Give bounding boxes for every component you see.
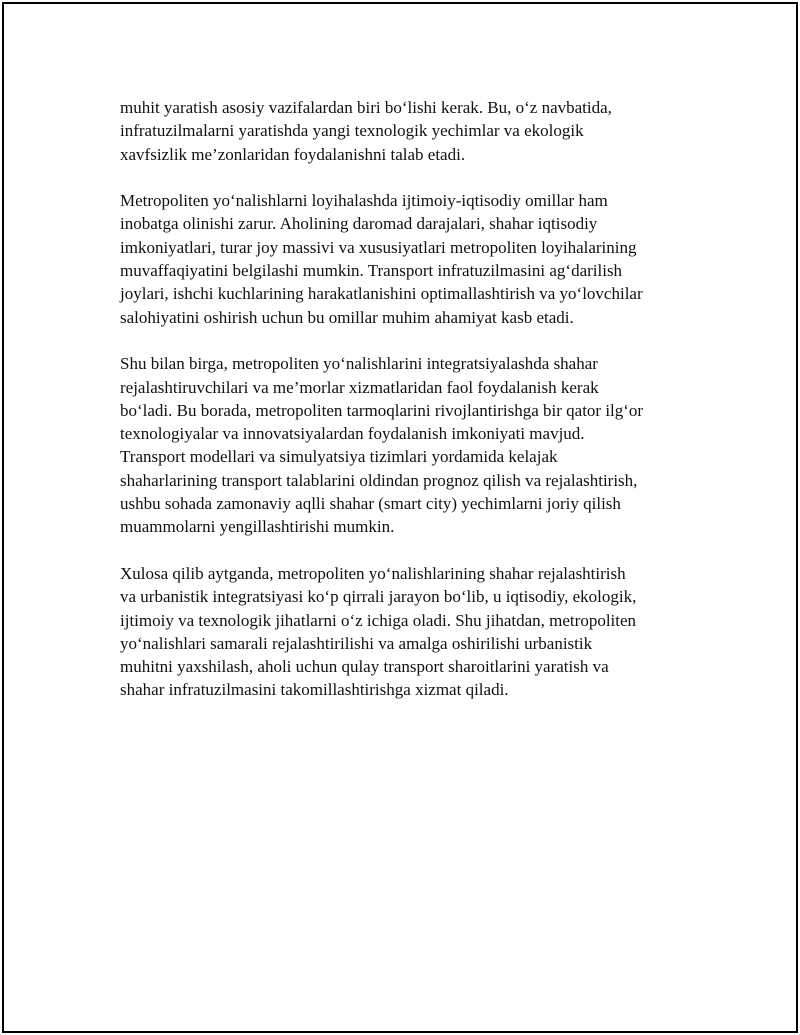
paragraph: muhit yaratish asosiy vazifalardan biri bo‘lishi kerak. Bu, o‘z navbatida, infratuzilmalarni yaratishda yangi texnologik yechimlar va ekologik xavfsizlik me’zonlaridan foydalanishni talab etadi. <box>120 98 612 164</box>
paragraph: Metropoliten yo‘nalishlarni loyihalashda ijtimoiy-iqtisodiy omillar ham inobatga olinishi zarur. Aholining daromad darajalari, shahar iqtisodiy imkoniyatlari, turar joy massivi va xususiyatlari metropoliten loyihalarining muvaffaqiyatini belgilashi mumkin. Transport infratuzilmasini ag‘darilish joylari, ishchi kuchlarining harakatlanishini optimallashtirish va yo‘lovchilar salohiyatini oshirish uchun bu omillar muhim ahamiyat kasb etadi. <box>120 191 643 327</box>
document-page <box>2 2 798 1033</box>
document-body <box>120 96 700 725</box>
paragraph: Xulosa qilib aytganda, metropoliten yo‘nalishlarining shahar rejalashtirish va urbanistik integratsiyasi ko‘p qirrali jarayon bo‘lib, u iqtisodiy, ekologik, ijtimoiy va texnologik jihatlarni o‘z ichiga oladi. Shu jihatdan, metropoliten yo‘nalishlari samarali rejalashtirilishi va amalga oshirilishi urbanistik muhitni yaxshilash, aholi uchun qulay transport sharoitlarini yaratish va shahar infratuzilmasini takomillashtirishga xizmat qiladi. <box>120 563 637 700</box>
paragraph: Shu bilan birga, metropoliten yo‘nalishlarini integratsiyalashda shahar rejalashtiruvchilari va me’morlar xizmatlaridan faol foydalanish kerak bo‘ladi. Bu borada, metropoliten tarmoqlarini rivojlantirishga bir qator ilg‘or texnologiyalar va innovatsiyalardan foydalanish imkoniyati mavjud. Transport modellari va simulyatsiya tizimlari yordamida kelajak shaharlarining transport talablarini oldindan prognoz qilish va rejalashtirish, ushbu sohada zamonaviy aqlli shahar (smart city) yechimlarni joriy qilish muammolarni yengillashtirishi mumkin. <box>120 354 644 537</box>
